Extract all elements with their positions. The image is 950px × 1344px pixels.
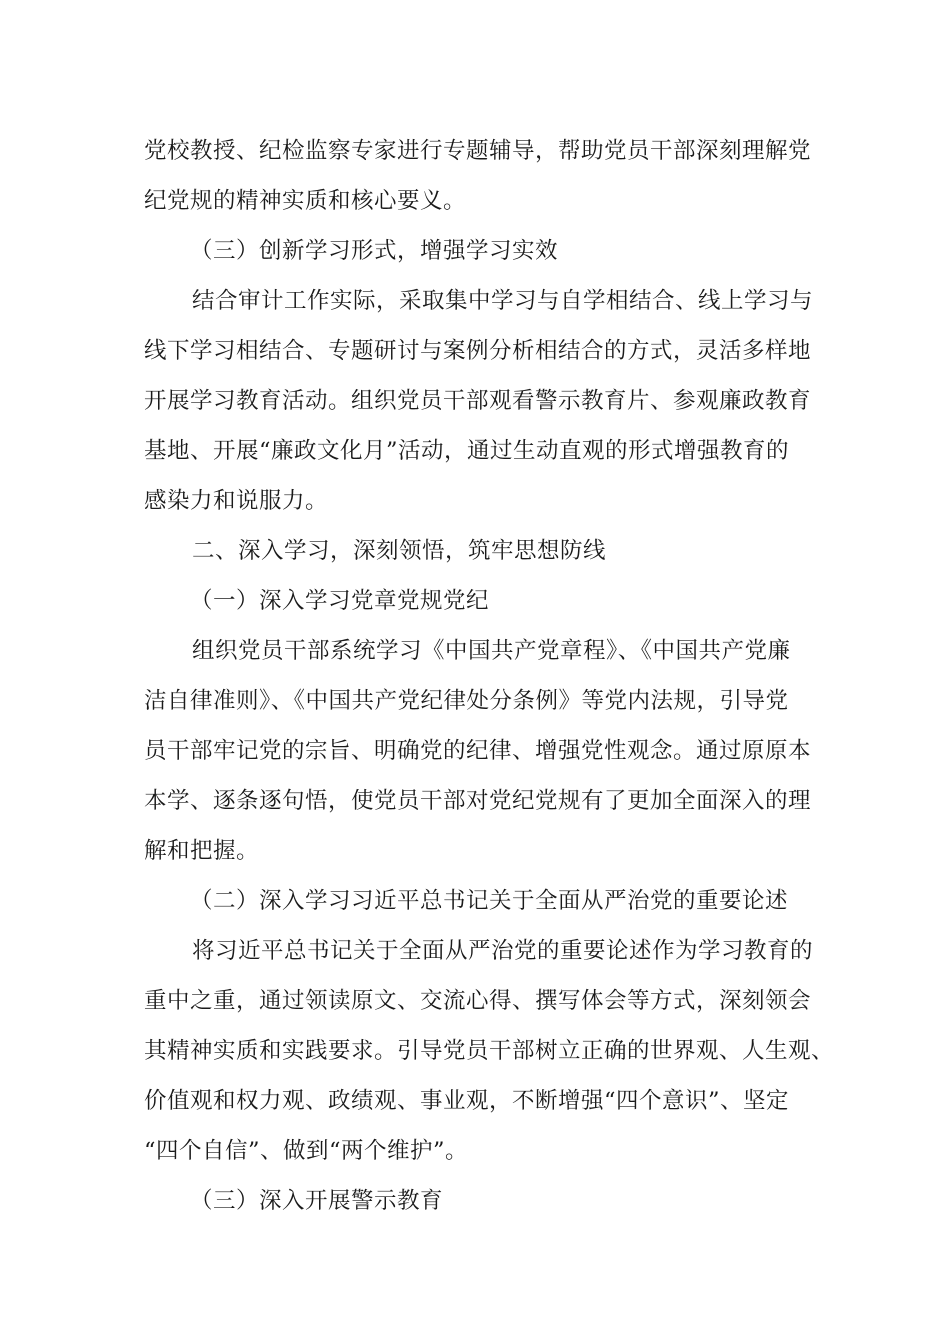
body-line: 开展学习教育活动。组织党员干部观看警示教育片、参观廉政教育 [144, 388, 812, 414]
body-line: 线下学习相结合、专题研讨与案例分析相结合的方式，灵活多样地 [144, 338, 812, 364]
paragraph-first-line: 结合审计工作实际，采取集中学习与自学相结合、线上学习与 [192, 288, 814, 314]
body-line: 价值观和权力观、政绩观、事业观，不断增强“四个意识”、坚定 [144, 1088, 790, 1114]
body-line: 本学、逐条逐句悟，使党员干部对党纪党规有了更加全面深入的理 [144, 788, 812, 814]
section-heading: （一）深入学习党章党规党纪 [190, 588, 490, 614]
body-line: 感染力和说服力。 [144, 488, 329, 514]
body-line: 纪党规的精神实质和核心要义。 [144, 188, 467, 214]
section-heading: （二）深入学习习近平总书记关于全面从严治党的重要论述 [190, 888, 789, 914]
body-line: 党校教授、纪检监察专家进行专题辅导，帮助党员干部深刻理解党 [144, 138, 812, 164]
section-heading: （三）创新学习形式，增强学习实效 [190, 238, 559, 264]
chapter-heading: 二、深入学习，深刻领悟，筑牢思想防线 [192, 538, 607, 564]
paragraph-first-line: 将习近平总书记关于全面从严治党的重要论述作为学习教育的 [192, 938, 814, 964]
body-line: 解和把握。 [144, 838, 260, 864]
body-line: “四个自信”、做到“两个维护”。 [144, 1138, 469, 1164]
section-heading: （三）深入开展警示教育 [190, 1188, 444, 1214]
body-line: 基地、开展“廉政文化月”活动，通过生动直观的形式增强教育的 [144, 438, 790, 464]
body-line: 洁自律准则》、《中国共产党纪律处分条例》等党内法规，引导党 [144, 688, 789, 714]
body-line: 员干部牢记党的宗旨、明确党的纪律、增强党性观念。通过原原本 [144, 738, 812, 764]
body-line: 其精神实质和实践要求。引导党员干部树立正确的世界观、人生观、 [144, 1038, 835, 1064]
body-line: 重中之重，通过领读原文、交流心得、撰写体会等方式，深刻领会 [144, 988, 812, 1014]
paragraph-first-line: 组织党员干部系统学习《中国共产党章程》、《中国共产党廉 [192, 638, 791, 664]
